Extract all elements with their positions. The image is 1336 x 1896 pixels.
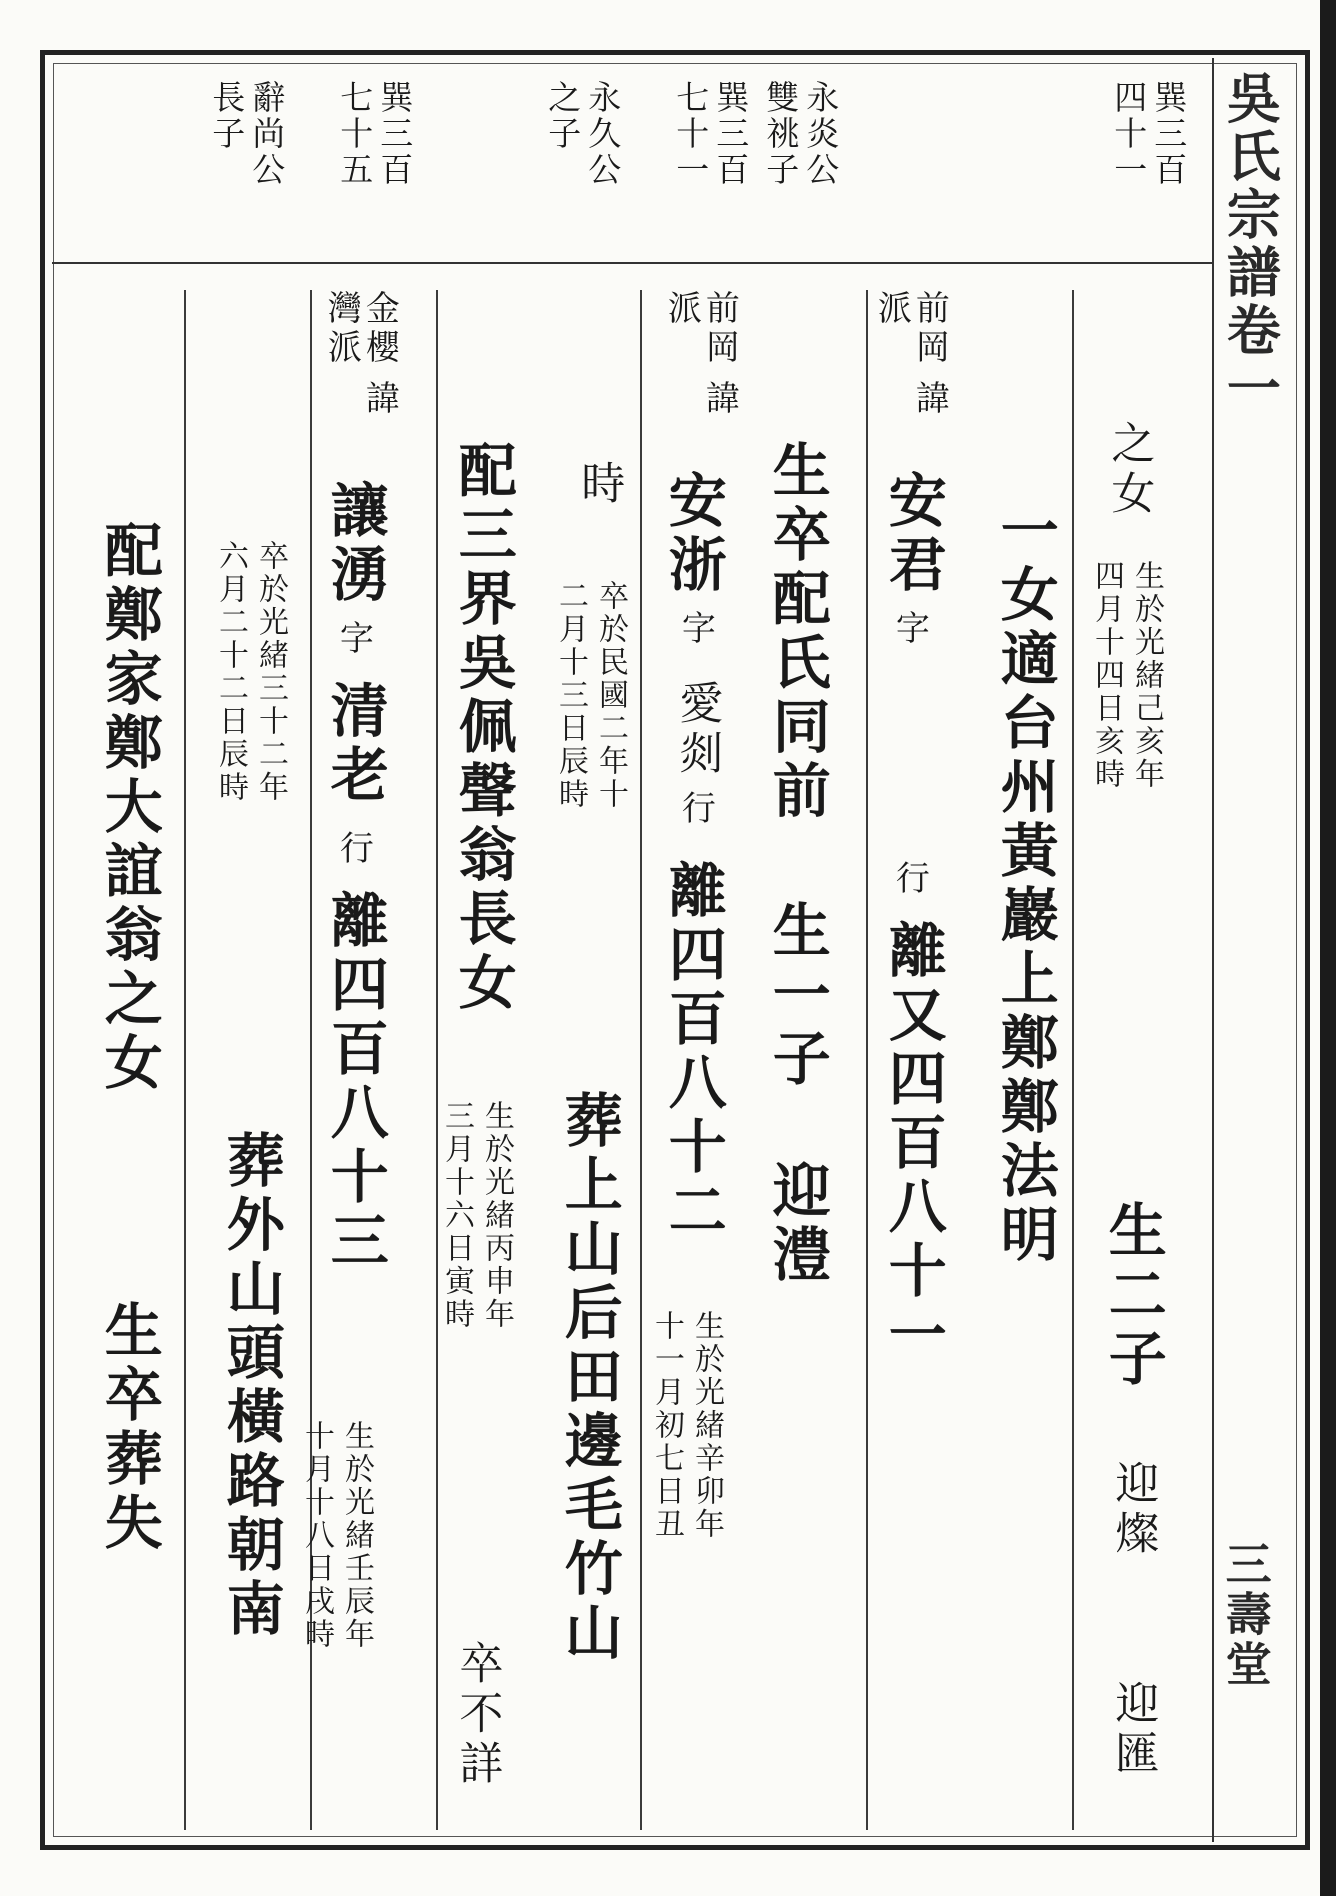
rangyong-courtesy: 清老	[320, 680, 389, 808]
anzhe-burial: 葬上山后田邊毛竹山	[554, 1090, 623, 1666]
rangyong-zi: 字	[333, 620, 374, 659]
anzhe-hang: 行	[675, 790, 716, 829]
anzhe-branch-b: 派	[661, 290, 702, 329]
anjun-branch-a: 前岡	[909, 290, 950, 368]
rangyong-birth-line2: 十月十八日戌時	[299, 1420, 334, 1651]
anzhe-death-line1: 卒於民國二年十	[593, 580, 628, 811]
anjun-rank: 離又四百八十一	[878, 920, 947, 1368]
wife-birth-line2: 三月十六日寅時	[439, 1100, 474, 1331]
top-note-5b: 七十五	[335, 80, 375, 188]
rangyong-burial: 葬外山頭橫路朝南	[216, 1130, 285, 1642]
top-note-3b: 七十一	[671, 80, 711, 188]
prev-entry-head: 之女	[1103, 420, 1155, 520]
anzhe-courtesy: 愛剡	[671, 680, 723, 780]
book-title: 吳氏宗譜卷一	[1218, 70, 1283, 418]
column-rule	[436, 290, 438, 1830]
top-note-4b: 之子	[543, 80, 583, 152]
column-rule	[1072, 290, 1074, 1830]
rangyong-branch-b: 灣派	[321, 290, 362, 368]
wife-wu: 配三界吳佩聲翁長女	[448, 440, 517, 1016]
top-note-6a: 辭尚公	[247, 80, 287, 188]
prev-sons: 生二子	[1098, 1200, 1167, 1392]
anjun-branch-b: 派	[871, 290, 912, 329]
anzhe-zi: 字	[675, 610, 716, 649]
anzhe-birth-line1: 生於光緒辛卯年	[689, 1310, 724, 1541]
margin-divider	[1212, 58, 1214, 1842]
anjun-child-name: 迎澧	[762, 1160, 831, 1288]
rangyong-branch-a: 金櫻	[359, 290, 400, 368]
anzhe-time-cont: 時	[573, 460, 625, 510]
anjun-zi: 字	[889, 610, 930, 649]
column-rule	[184, 290, 186, 1830]
anzhe-birth-line2: 十一月初七日丑	[649, 1310, 684, 1541]
wife-death: 卒不詳	[451, 1640, 503, 1790]
top-register-rule	[52, 262, 1214, 264]
top-note-4a: 永久公	[583, 80, 623, 188]
rangyong-hui: 諱	[359, 380, 400, 419]
anjun-name: 安君	[878, 470, 947, 598]
prev-birth-line2: 四月十四日亥時	[1089, 560, 1124, 791]
top-note-2b: 雙祧子	[761, 80, 801, 188]
wife-birth-line1: 生於光緒丙申年	[479, 1100, 514, 1331]
page-label: 三壽堂	[1218, 1540, 1273, 1690]
wife-zheng-tail: 生卒葬失	[94, 1300, 163, 1556]
wife-zheng: 配鄭家鄭大誼翁之女	[94, 520, 163, 1096]
top-note-1a: 巽三百	[1149, 80, 1189, 188]
anjun-line2: 生卒配氏同前	[762, 440, 831, 824]
anjun-hang: 行	[889, 860, 930, 899]
top-note-2a: 永炎公	[801, 80, 841, 188]
rangyong-birth-line1: 生於光緒壬辰年	[339, 1420, 374, 1651]
anjun-hui: 諱	[909, 380, 950, 419]
top-note-3a: 巽三百	[711, 80, 751, 188]
anjun-child: 生一子	[762, 900, 831, 1092]
anzhe-branch-a: 前岡	[699, 290, 740, 368]
prev-birth-line1: 生於光緒己亥年	[1129, 560, 1164, 791]
rangyong-hang: 行	[333, 830, 374, 869]
rangyong-name: 讓湧	[320, 480, 389, 608]
anzhe-death-line2: 二月十三日辰時	[553, 580, 588, 811]
column-rule	[866, 290, 868, 1830]
rangyong-death-line1: 卒於光緒三十二年	[253, 540, 288, 804]
anzhe-name: 安浙	[658, 470, 727, 598]
prev-son-name-2: 迎匯	[1107, 1680, 1159, 1780]
daughter-line: 一女適台州黃巖上鄭鄭法明	[990, 500, 1059, 1268]
anzhe-hui: 諱	[699, 380, 740, 419]
anzhe-rank: 離四百八十二	[658, 860, 727, 1244]
rangyong-death-line2: 六月二十二日辰時	[213, 540, 248, 804]
top-note-6b: 長子	[207, 80, 247, 152]
top-note-5a: 巽三百	[375, 80, 415, 188]
rangyong-rank: 離四百八十三	[320, 890, 389, 1274]
column-rule	[640, 290, 642, 1830]
page-edge	[1320, 0, 1336, 1896]
top-note-1b: 四十一	[1109, 80, 1149, 188]
prev-son-name-1: 迎燦	[1107, 1460, 1159, 1560]
